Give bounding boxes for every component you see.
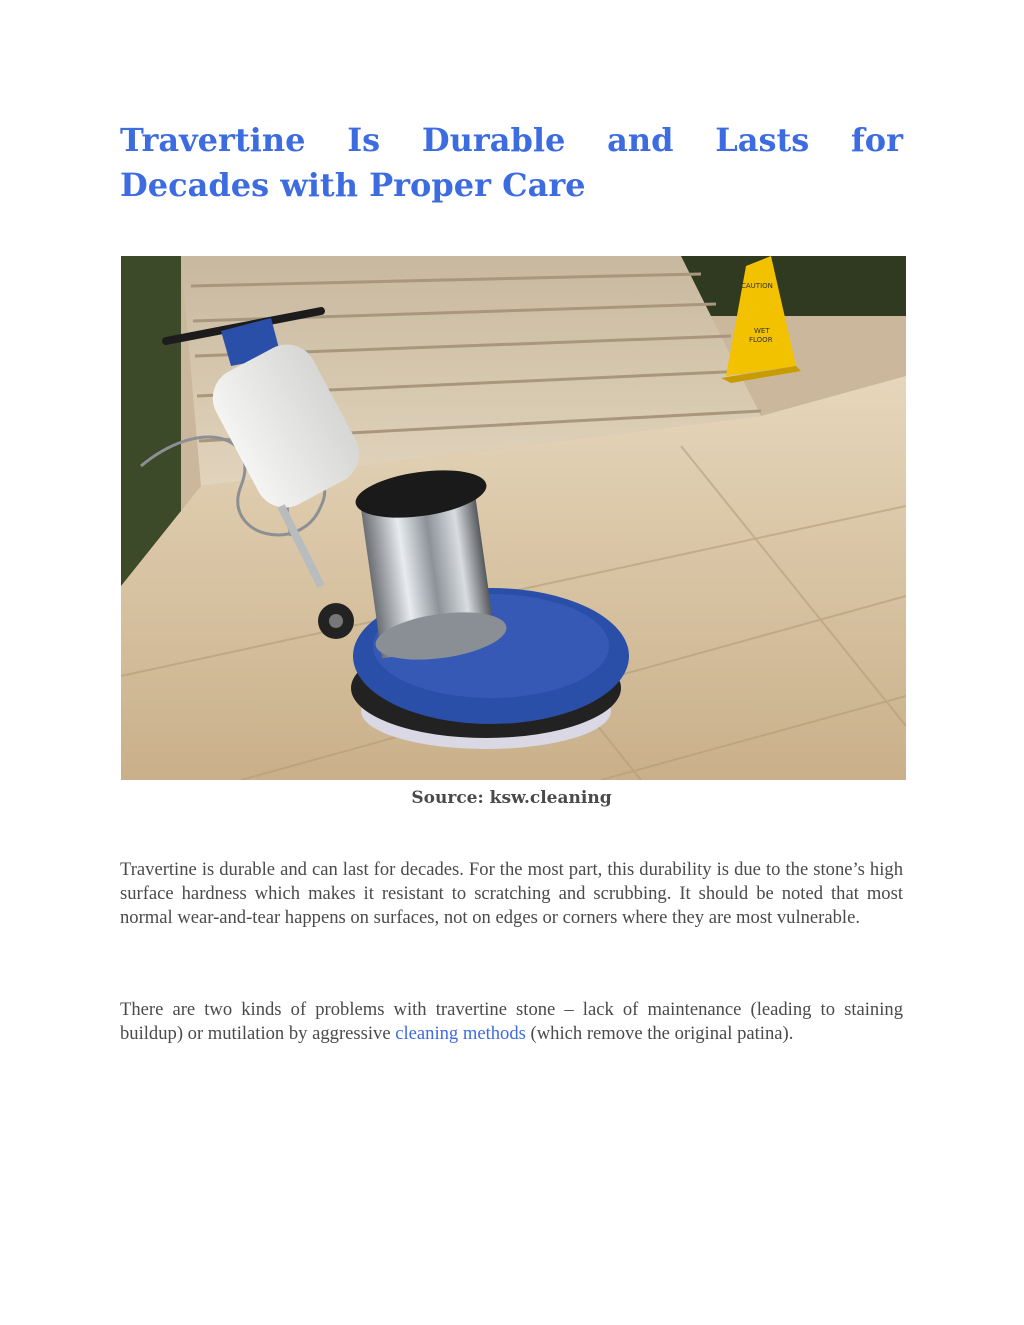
cleaning-methods-link[interactable]: cleaning methods <box>395 1023 526 1044</box>
image-caption: Source: ksw.cleaning <box>411 788 612 808</box>
heading-line-2: Decades with Proper Care <box>120 166 586 204</box>
svg-text:CAUTION: CAUTION <box>741 282 773 290</box>
body-paragraph-2 <box>120 998 903 1046</box>
heading-line-1: Travertine Is Durable and Lasts for <box>120 121 903 159</box>
paragraph-2-text-after: (which remove the original patina). <box>525 1023 794 1044</box>
article-heading <box>120 118 903 208</box>
paragraph-2-text-before: There are two kinds of problems with travertine stone – lack of maintenance (leading to staining buildup) or mutilation by aggressive <box>120 999 903 1044</box>
floor-cleaning-photo <box>121 256 906 780</box>
svg-text:FLOOR: FLOOR <box>749 336 773 344</box>
svg-text:WET: WET <box>754 327 770 335</box>
body-paragraph-1: Travertine is durable and can last for decades. For the most part, this durability is due to the stone’s high surface hardness which makes it resistant to scratching and scrubbing. It should be noted that most normal wear-and-tear happens on surfaces, not on edges or corners where they are most vulnerable. <box>120 859 903 928</box>
